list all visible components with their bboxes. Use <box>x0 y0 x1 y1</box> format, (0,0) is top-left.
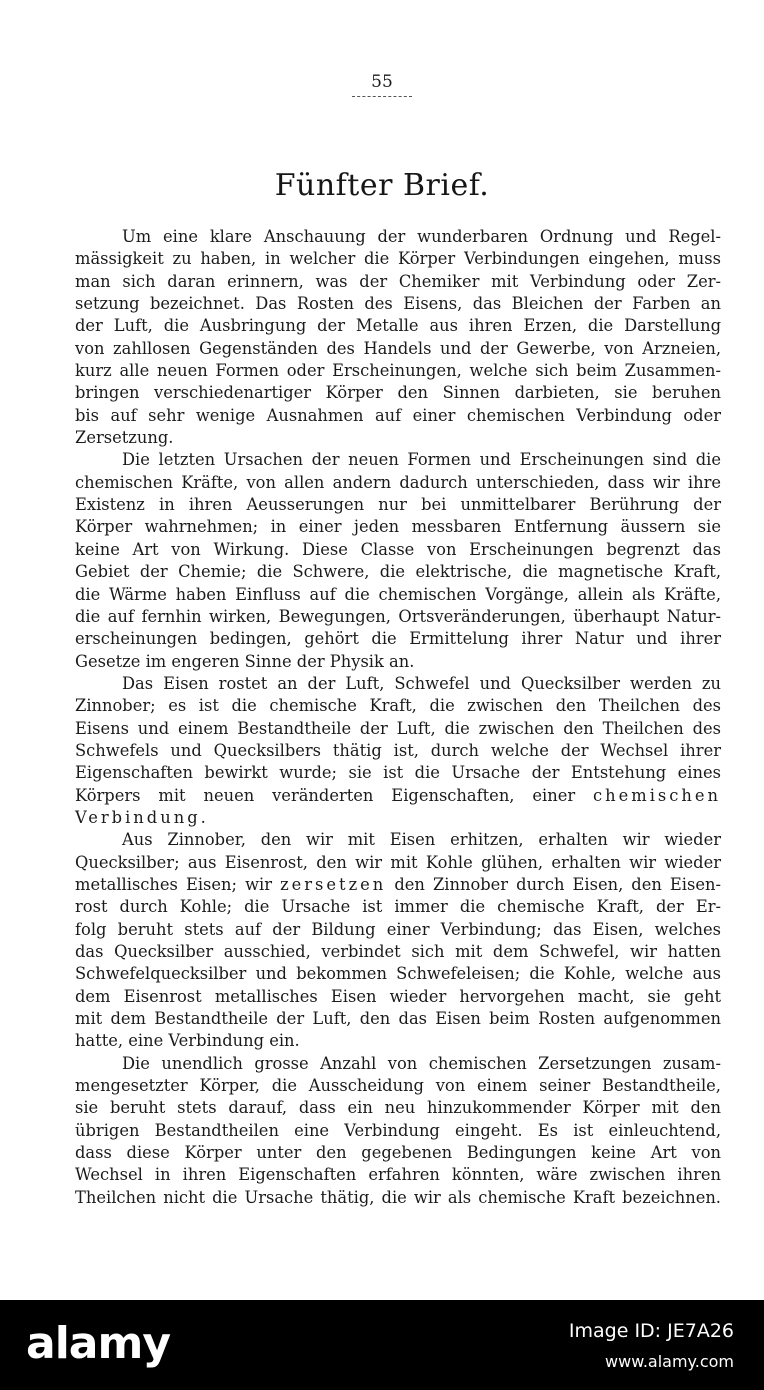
text-line: Das Eisen rostet an der Luft, Schwefel und Quecksilber werden zu <box>122 673 721 693</box>
text-line: Schwefels und Quecksilbers thätig ist, durch welche der Wechsel ihrer <box>75 740 721 760</box>
text-line: übrigen Bestandtheilen eine Verbindung eingeht. Es ist einleuchtend, <box>75 1120 721 1140</box>
text-line: chemischen Kräfte, von allen andern dadurch unterschieden, dass wir ihre <box>75 472 721 492</box>
spaced-emphasis: zersetzen <box>280 874 387 894</box>
text-line: Die unendlich grosse Anzahl von chemischen Zersetzungen zusam- <box>122 1053 721 1073</box>
paragraph <box>75 449 721 672</box>
text-line: Verbindung. <box>75 807 209 827</box>
text-line: keine Art von Wirkung. Diese Classe von Erscheinungen begrenzt das <box>75 539 721 559</box>
text-line: von zahllosen Gegenständen des Handels und der Gewerbe, von Arzneien, <box>75 338 721 358</box>
text-line: bringen verschiedenartiger Körper den Sinnen darbieten, sie beruhen <box>75 383 721 403</box>
text-line: dass diese Körper unter den gegebenen Bedingungen keine Art von <box>75 1143 721 1163</box>
text-line: Um eine klare Anschauung der wunderbaren Ordnung und Regel- <box>122 227 721 246</box>
text-line: erscheinungen bedingen, gehört die Ermittelung ihrer Natur und ihrer <box>75 629 721 649</box>
text-line: Aus Zinnober, den wir mit Eisen erhitzen, erhalten wir wieder <box>122 830 721 850</box>
alamy-logo: alamy <box>26 1318 170 1369</box>
text-line: die auf fernhin wirken, Bewegungen, Ortsveränderungen, überhaupt Natur- <box>75 606 721 626</box>
text-line: die Wärme haben Einfluss auf die chemischen Vorgänge, allein als Kräfte, <box>75 584 721 604</box>
spaced-emphasis: chemischen <box>593 785 721 805</box>
paragraph <box>75 1053 721 1209</box>
text-line: Zinnober; es ist die chemische Kraft, die zwischen den Theilchen des <box>75 696 721 716</box>
text-line: Theilchen nicht die Ursache thätig, die wir als chemische Kraft bezeichnen. <box>75 1187 721 1207</box>
text-line: Die letzten Ursachen der neuen Formen und Erscheinungen sind die <box>122 450 721 470</box>
text-line: Quecksilber; aus Eisenrost, den wir mit Kohle glühen, erhalten wir wieder <box>75 852 721 872</box>
text-line: folg beruht stets auf der Bildung einer Verbindung; das Eisen, welches <box>75 919 721 939</box>
text-line: dem Eisenrost metallisches Eisen wieder hervorgehen macht, sie geht <box>75 986 721 1006</box>
body-text <box>75 226 721 1209</box>
text-line: sie beruht stets darauf, dass ein neu hinzukommender Körper mit den <box>75 1098 721 1118</box>
text-line: bis auf sehr wenige Ausnahmen auf einer chemischen Verbindung oder <box>75 405 721 425</box>
text-segment: metallisches Eisen; wir <box>75 874 272 894</box>
text-line: Zersetzung. <box>75 428 174 448</box>
text-line: Gebiet der Chemie; die Schwere, die elektrische, die magnetische Kraft, <box>75 562 721 582</box>
text-line: hatte, eine Verbindung ein. <box>75 1031 300 1051</box>
text-segment: den Zinnober durch Eisen, den Eisen- <box>394 874 721 894</box>
paragraph <box>75 829 721 1052</box>
text-line: setzung bezeichnet. Das Rosten des Eisens, das Bleichen der Farben an <box>75 294 721 314</box>
page-number-rule <box>352 96 412 97</box>
text-segment: Körpers mit neuen veränderten Eigenschaften, einer <box>75 785 576 805</box>
text-line: Eisens und einem Bestandtheile der Luft, die zwischen den Theilchen des <box>75 718 721 738</box>
paragraph <box>75 673 721 829</box>
image-id-label: Image ID: JE7A26 <box>568 1320 734 1342</box>
text-line: rost durch Kohle; die Ursache ist immer die chemische Kraft, der Er- <box>75 897 721 917</box>
text-line: der Luft, die Ausbringung der Metalle aus ihren Erzen, die Darstellung <box>75 316 721 336</box>
text-line: Schwefelquecksilber und bekommen Schwefeleisen; die Kohle, welche aus <box>75 964 721 984</box>
paragraph <box>75 226 721 449</box>
text-line: das Quecksilber ausschied, verbindet sich mit dem Schwefel, wir hatten <box>75 942 721 961</box>
text-line: Gesetze im engeren Sinne der Physik an. <box>75 651 415 671</box>
text-line: Eigenschaften bewirkt wurde; sie ist die Ursache der Entstehung eines <box>75 763 721 783</box>
text-line <box>75 785 721 807</box>
text-line: man sich daran erinnern, was der Chemiker mit Verbindung oder Zer- <box>75 271 721 291</box>
text-line <box>75 874 721 896</box>
text-line: Körper wahrnehmen; in einer jeden messbaren Entfernung äussern sie <box>75 517 721 537</box>
page-number: 55 <box>371 72 393 92</box>
text-line: mässigkeit zu haben, in welcher die Körper Verbindungen eingehen, muss <box>75 249 721 269</box>
chapter-title: Fünfter Brief. <box>274 168 490 203</box>
watermark-footer <box>0 1300 764 1390</box>
text-line: mit dem Bestandtheile der Luft, den das Eisen beim Rosten aufgenommen <box>75 1009 721 1029</box>
text-line: Wechsel in ihren Eigenschaften erfahren könnten, wäre zwischen ihren <box>75 1165 721 1185</box>
text-line: mengesetzter Körper, die Ausscheidung von einem seiner Bestandtheile, <box>75 1076 721 1096</box>
site-url: www.alamy.com <box>605 1352 734 1371</box>
text-line: kurz alle neuen Formen oder Erscheinungen, welche sich beim Zusammen- <box>75 361 721 381</box>
text-line: Existenz in ihren Aeusserungen nur bei unmittelbarer Berührung der <box>75 495 721 515</box>
